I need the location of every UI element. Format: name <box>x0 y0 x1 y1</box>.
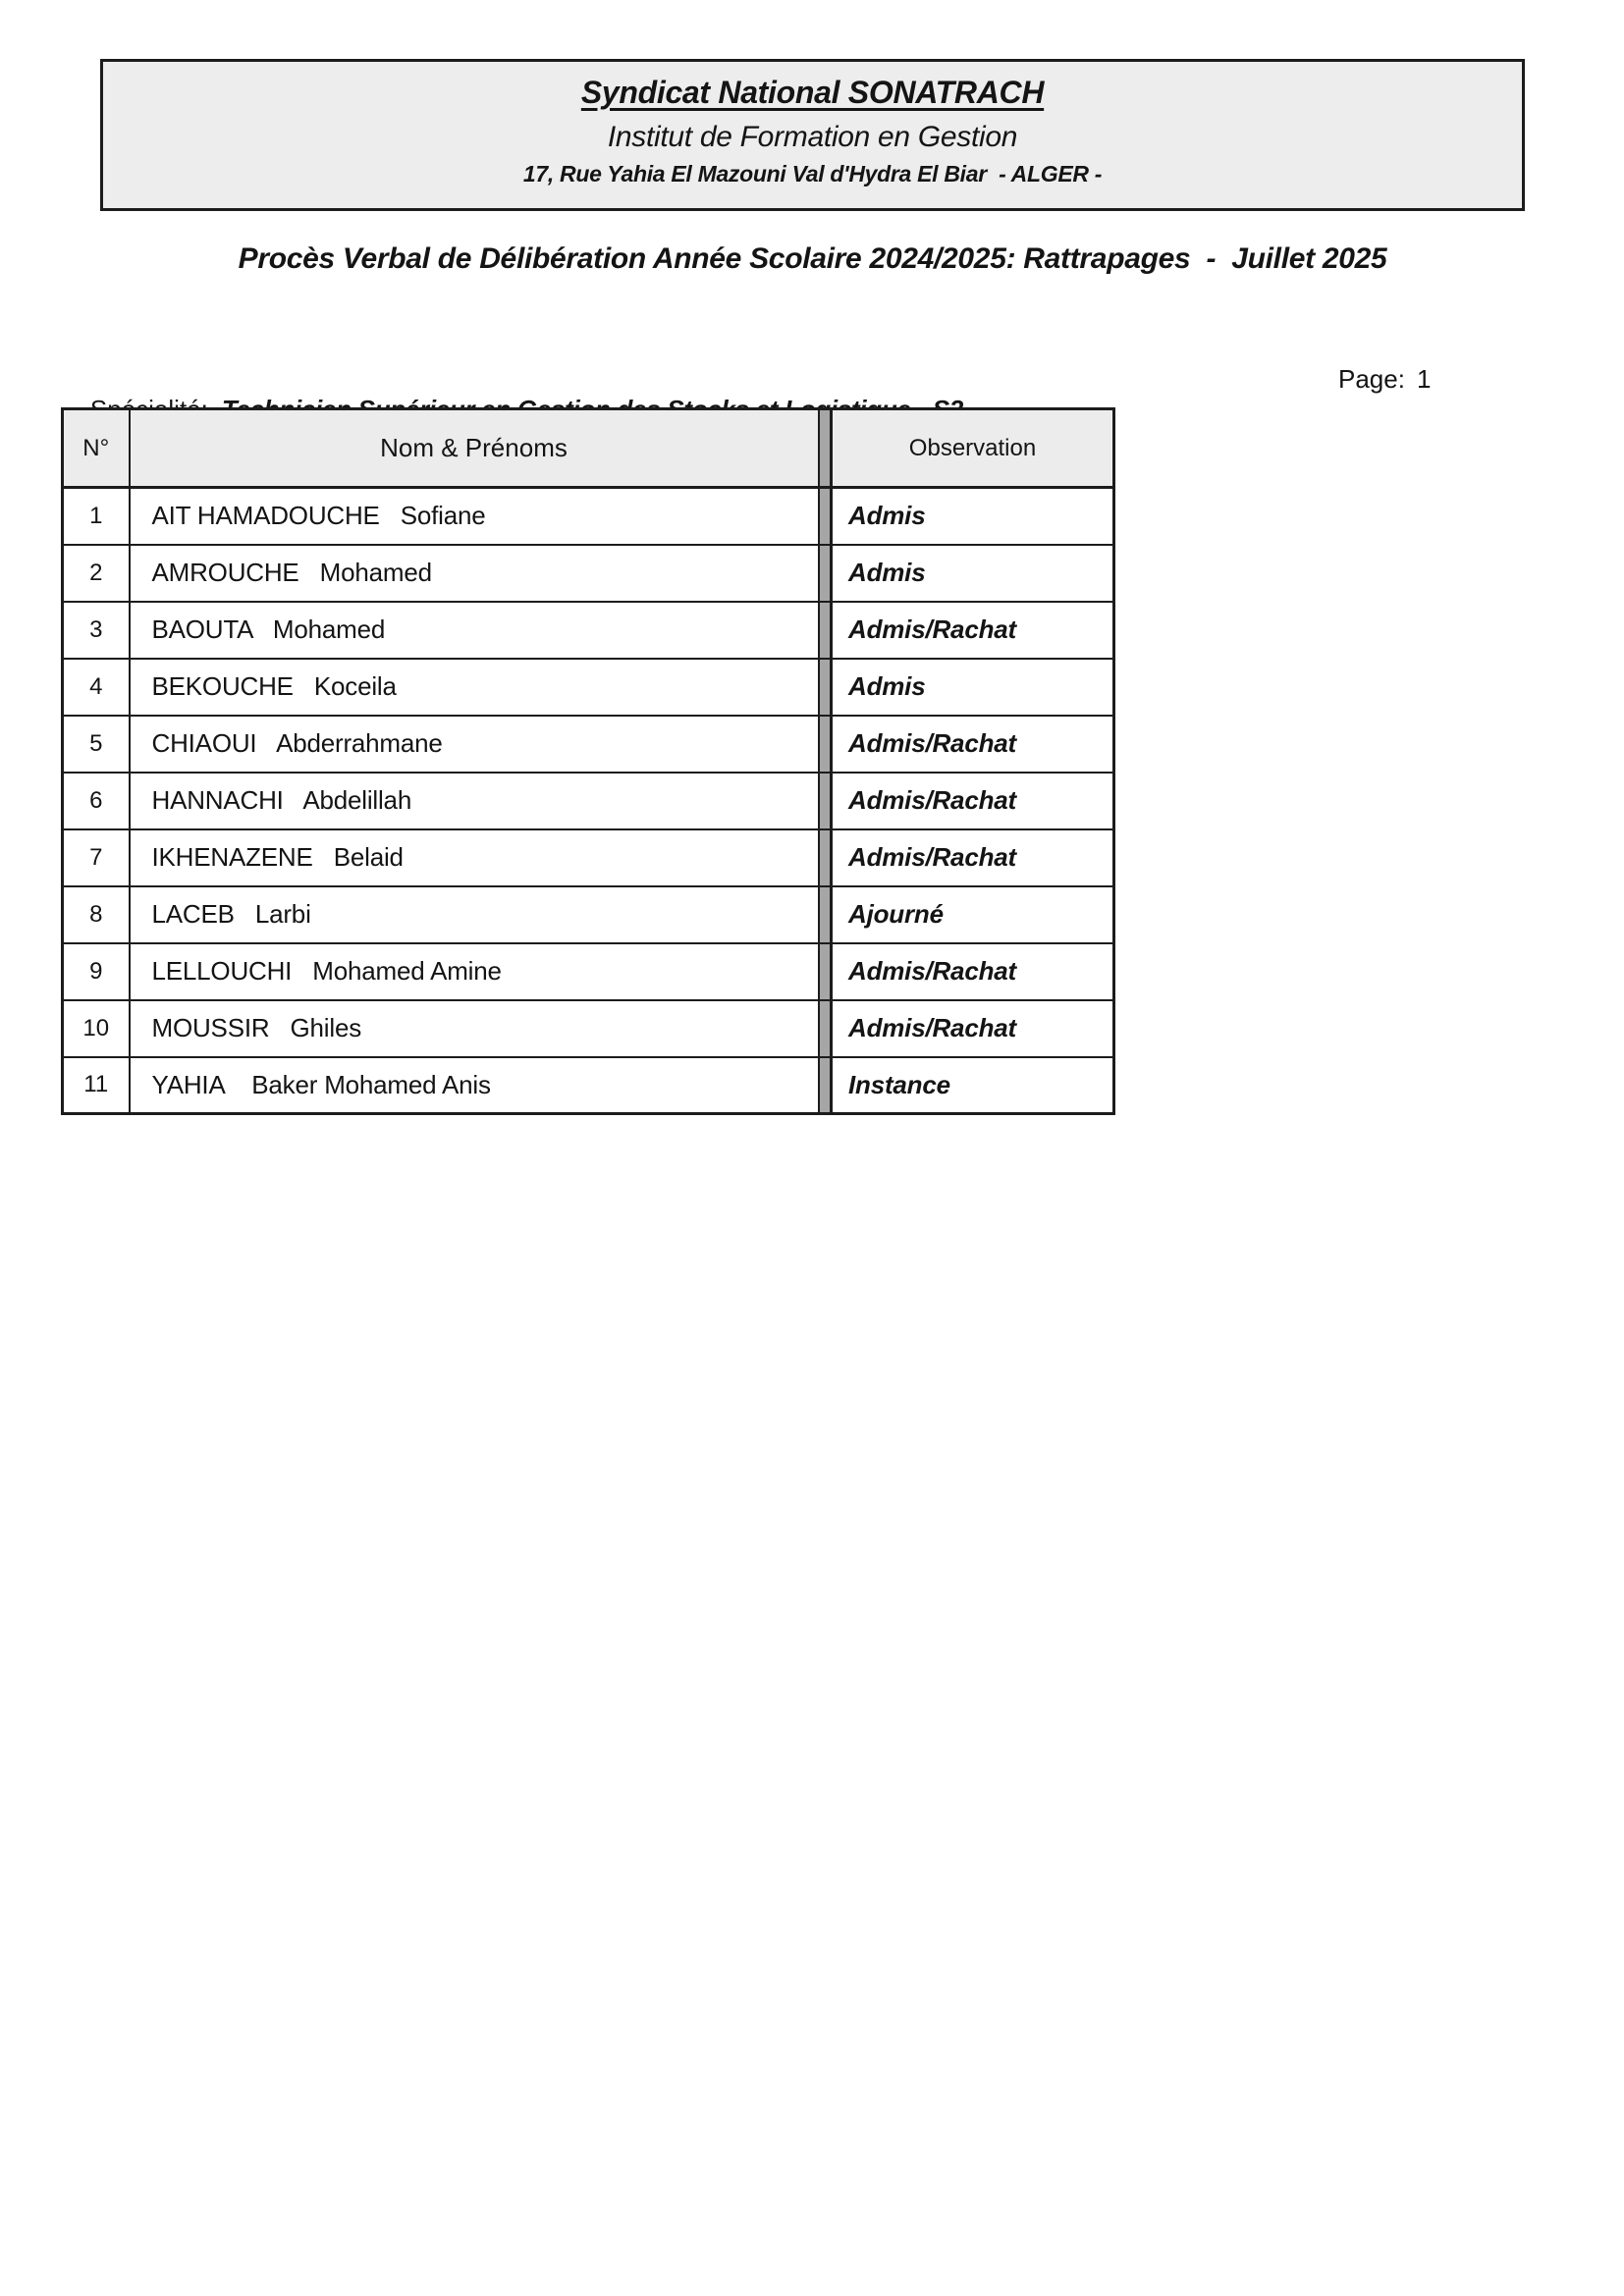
row-number: 9 <box>63 943 130 1000</box>
student-name: LELLOUCHI Mohamed Amine <box>130 943 819 1000</box>
student-name: IKHENAZENE Belaid <box>130 829 819 886</box>
observation-value: Instance <box>832 1057 1114 1114</box>
observation-value: Admis/Rachat <box>832 943 1114 1000</box>
column-header-num: N° <box>63 409 130 488</box>
column-separator <box>819 409 832 488</box>
column-separator <box>819 602 832 659</box>
page-indicator <box>1338 364 1431 395</box>
column-separator <box>819 829 832 886</box>
page-number: 1 <box>1416 364 1432 394</box>
table-header-row <box>63 409 1114 488</box>
column-separator <box>819 773 832 829</box>
table-row <box>63 602 1114 659</box>
observation-value: Admis/Rachat <box>832 602 1114 659</box>
table-row <box>63 545 1114 602</box>
institute-name: Institut de Formation en Gestion <box>607 121 1018 153</box>
student-name: AMROUCHE Mohamed <box>130 545 819 602</box>
student-name: YAHIA Baker Mohamed Anis <box>130 1057 819 1114</box>
row-number: 7 <box>63 829 130 886</box>
student-name: CHIAOUI Abderrahmane <box>130 716 819 773</box>
row-number: 1 <box>63 488 130 545</box>
student-name: BEKOUCHE Koceila <box>130 659 819 716</box>
column-separator <box>819 886 832 943</box>
student-name: LACEB Larbi <box>130 886 819 943</box>
student-name: BAOUTA Mohamed <box>130 602 819 659</box>
column-separator <box>819 716 832 773</box>
column-separator <box>819 1057 832 1114</box>
column-separator <box>819 488 832 545</box>
column-separator <box>819 943 832 1000</box>
observation-value: Admis/Rachat <box>832 829 1114 886</box>
student-name: AIT HAMADOUCHE Sofiane <box>130 488 819 545</box>
student-name: MOUSSIR Ghiles <box>130 1000 819 1057</box>
table-row <box>63 1000 1114 1057</box>
observation-value: Admis <box>832 488 1114 545</box>
column-header-observation: Observation <box>832 409 1114 488</box>
table-row <box>63 773 1114 829</box>
row-number: 8 <box>63 886 130 943</box>
row-number: 2 <box>63 545 130 602</box>
organization-header-box <box>100 59 1525 211</box>
deliberation-table <box>61 407 1115 1115</box>
row-number: 5 <box>63 716 130 773</box>
column-separator <box>819 1000 832 1057</box>
institute-address: 17, Rue Yahia El Mazouni Val d'Hydra El Biar - ALGER - <box>522 161 1103 187</box>
table-row <box>63 1057 1114 1114</box>
row-number: 3 <box>63 602 130 659</box>
student-name: HANNACHI Abdelillah <box>130 773 819 829</box>
table-row <box>63 488 1114 545</box>
column-header-name: Nom & Prénoms <box>130 409 819 488</box>
row-number: 4 <box>63 659 130 716</box>
organization-name: Syndicat National SONATRACH <box>580 75 1045 110</box>
observation-value: Admis <box>832 545 1114 602</box>
row-number: 11 <box>63 1057 130 1114</box>
observation-value: Admis/Rachat <box>832 773 1114 829</box>
table-row <box>63 886 1114 943</box>
observation-value: Admis/Rachat <box>832 716 1114 773</box>
observation-value: Admis/Rachat <box>832 1000 1114 1057</box>
row-number: 6 <box>63 773 130 829</box>
table-row <box>63 943 1114 1000</box>
table-row <box>63 659 1114 716</box>
page-label: Page: <box>1338 364 1405 394</box>
observation-value: Ajourné <box>832 886 1114 943</box>
column-separator <box>819 659 832 716</box>
observation-value: Admis <box>832 659 1114 716</box>
column-separator <box>819 545 832 602</box>
row-number: 10 <box>63 1000 130 1057</box>
table-row <box>63 716 1114 773</box>
table-row <box>63 829 1114 886</box>
document-title: Procès Verbal de Délibération Année Scolaire 2024/2025: Rattrapages - Juillet 2025 <box>238 242 1387 275</box>
